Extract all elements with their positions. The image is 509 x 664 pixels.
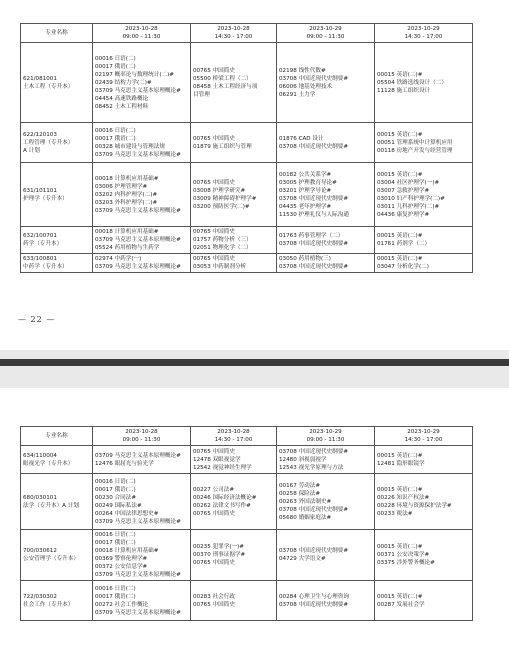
course-entry: 03006 护理管理学# (95, 183, 148, 190)
table-row (21, 254, 473, 273)
course-entry: 03709 马克思主义基本原理概论# (95, 452, 181, 459)
course-entry: 00015 英语(二)# (377, 71, 423, 78)
table-header-row (21, 427, 473, 446)
exam-cell (93, 254, 191, 273)
exam-cell (375, 43, 473, 123)
course-entry: 03708 中国近现代史纲要# (279, 506, 349, 513)
course-entry: 02198 线性代数# (279, 67, 326, 74)
course-entry: 05680 婚姻家庭法# (279, 514, 332, 521)
major-cell (21, 446, 93, 474)
exam-cell (93, 43, 191, 123)
exam-cell (277, 254, 375, 273)
course-entry: 00765 中国简史 (193, 510, 235, 517)
course-entry: 04454 高速铁路概论 (95, 95, 149, 102)
course-entry: 00264 中国法律思想史# (95, 510, 159, 517)
major-name: 眼视光学（专升本） (23, 460, 74, 467)
course-entry: 03709 马克思主义基本原理概论# (95, 207, 181, 214)
course-entry: 00015 英语(二)# (377, 171, 423, 178)
separator-bar (0, 359, 509, 366)
course-entry: 00328 城市建设与管理法规 (95, 143, 165, 150)
course-entry: 03202 内科护理学(二)# (95, 191, 158, 198)
exam-cell (191, 254, 277, 273)
course-entry: 03004 社区护理学(一)# (377, 179, 440, 186)
course-entry: 00765 中国简史 (193, 256, 235, 262)
course-entry: 11128 施工组织设计 (377, 87, 431, 94)
course-entry: 00016 日语(二) (95, 478, 136, 485)
course-entry: 04436 康复护理学# (377, 211, 430, 218)
major-cell (21, 43, 93, 123)
course-entry: 00017 俄语(二) (95, 63, 136, 70)
course-entry: 03007 急救护理学# (377, 187, 430, 194)
course-entry: 03709 马克思主义基本原理概论# (95, 518, 181, 525)
course-entry: 05500 桥梁工程（二） (193, 75, 252, 82)
exam-cell (375, 254, 473, 273)
course-entry: 00017 俄语(二) (95, 486, 136, 493)
major-cell (21, 123, 93, 163)
course-entry: 00015 英语(二)# (377, 544, 423, 550)
course-entry: 05504 铁路选线设计（二） (377, 79, 447, 86)
course-entry: 03709 马克思主义基本原理概论# (95, 572, 181, 578)
course-entry: 00015 英语(二)# (377, 486, 423, 493)
major-column-header: 专业名称 (21, 427, 93, 446)
course-entry: 00016 日语(二) (95, 532, 136, 538)
course-entry: 01761 药剂学（二） (377, 241, 431, 247)
course-entry: 12542 视觉神经生理学 (193, 464, 252, 471)
course-entry: 00015 英语(二)# (377, 131, 423, 138)
major-name: 中药学（专升本） (23, 264, 68, 270)
course-entry: 03050 药用植物(三) (279, 256, 331, 262)
exam-cell (277, 530, 375, 581)
exam-cell (277, 43, 375, 123)
course-entry: 03008 护理学研究# (193, 187, 246, 194)
course-entry: 00015 英语(二)# (377, 256, 423, 262)
major-name: 土木工程（专升本） (23, 83, 74, 90)
course-entry: 00018 计算机应用基础# (95, 548, 159, 554)
course-entry: 03047 分析化学(二) (377, 264, 429, 270)
table-row (21, 530, 473, 581)
course-entry: 03708 中国近现代史纲要# (279, 548, 349, 554)
major-name: 护理学（专升本） (23, 195, 68, 202)
course-entry: 03200 预防医学(二)# (193, 203, 250, 210)
course-entry: 00246 国际经济法概论# (193, 494, 257, 501)
exam-cell (93, 163, 191, 227)
exam-cell (277, 163, 375, 227)
course-entry: 03709 马克思主义基本原理概论# (95, 609, 181, 616)
major-column-header: 专业名称 (21, 24, 93, 43)
course-entry: 03708 中国近现代史纲要# (279, 448, 349, 455)
course-entry: 01757 药物分析（三） (193, 237, 252, 243)
course-entry: 00765 中国简史 (193, 229, 235, 235)
exam-cell (277, 474, 375, 530)
course-entry: 00287 发展社会学 (377, 601, 425, 608)
session-header: 2023-10-29 14:30 - 17:00 (375, 427, 473, 446)
exam-cell (191, 123, 277, 163)
exam-cell (375, 163, 473, 227)
table-row (21, 581, 473, 621)
course-entry: 03708 中国近现代史纲要# (279, 241, 349, 247)
exam-cell (191, 227, 277, 254)
course-entry: 00283 社会行政 (193, 593, 235, 600)
major-name: 法学（专升本）A 计划 (23, 502, 79, 509)
course-entry: 00284 心理卫生与心理咨询 (279, 593, 349, 600)
course-entry: 12480 斜视弱视学 (279, 456, 327, 463)
course-entry: 00263 外国法制史# (279, 498, 332, 505)
major-name: 公安管理学（专升本） (23, 556, 79, 562)
course-entry: 00016 日语(二) (95, 585, 136, 592)
course-entry: 06291 土力学 (279, 91, 316, 98)
major-cell (21, 530, 93, 581)
exam-cell (191, 581, 277, 621)
page-separator (0, 350, 509, 388)
course-entry: 03053 中药制剂分析 (193, 264, 247, 270)
course-entry: 00017 俄语(二) (95, 540, 136, 546)
course-entry: 00182 公共关系学# (279, 171, 332, 178)
exam-cell (375, 123, 473, 163)
course-entry: 00017 俄语(二) (95, 593, 136, 600)
exam-cell (93, 474, 191, 530)
table-row (21, 227, 473, 254)
course-entry: 00262 法律文书写作# (193, 502, 251, 509)
course-entry: 00765 中国简史 (193, 448, 235, 455)
exam-cell (191, 530, 277, 581)
session-header: 2023-10-29 14:30 - 17:00 (375, 24, 473, 43)
session-header: 2023-10-28 14:30 - 17:00 (191, 24, 277, 43)
exam-schedule-page-bottom (0, 388, 509, 664)
course-entry: 12481 隐形眼镜学 (377, 460, 425, 467)
course-entry: 03375 涉外警务概论# (377, 560, 435, 566)
exam-cell (191, 474, 277, 530)
table-row (21, 446, 473, 474)
exam-cell (191, 43, 277, 123)
course-entry: 03709 马克思主义基本原理概论# (95, 237, 181, 243)
course-entry: 00018 计算机应用基础# (95, 229, 159, 235)
major-name: 社会工作（专升本） (23, 601, 74, 608)
session-header: 2023-10-29 09:00 - 11:30 (277, 24, 375, 43)
course-entry: 02197 概率论与数理统计(二)# (95, 71, 174, 78)
major-cell (21, 163, 93, 227)
exam-cell (93, 446, 191, 474)
major-code: 634/110004 (23, 452, 57, 459)
course-entry: 12478 双眼视觉学 (193, 456, 241, 463)
course-entry: 03709 马克思主义基本原理概论# (95, 87, 181, 94)
exam-cell (375, 446, 473, 474)
course-entry: 00015 英语(二)# (377, 593, 423, 600)
table-body-bottom (21, 446, 473, 621)
course-entry: 01876 CAD 设计 (279, 135, 324, 142)
course-entry: 00018 计算机应用基础# (95, 175, 159, 182)
course-entry: 00258 保险法# (279, 490, 321, 497)
course-entry: 01763 药事管理学（二） (279, 233, 344, 239)
course-entry: 03203 外科护理学(二)# (95, 199, 158, 206)
exam-cell (93, 581, 191, 621)
major-cell (21, 227, 93, 254)
course-entry: 03005 护理教育导论# (279, 179, 337, 186)
course-entry: 00765 中国简史 (193, 179, 235, 186)
exam-cell (93, 227, 191, 254)
course-entry: 02439 结构力学(二)# (95, 79, 152, 86)
major-code: 680/030101 (23, 494, 57, 501)
course-entry: 08458 土木工程经济与项 (193, 83, 258, 90)
exam-cell (375, 581, 473, 621)
course-entry: 00233 税法# (377, 510, 413, 517)
major-name: 药学（专升本） (23, 241, 63, 247)
course-entry: 00016 日语(二) (95, 127, 136, 134)
exam-cell (277, 581, 375, 621)
major-cell (21, 254, 93, 273)
exam-cell (93, 530, 191, 581)
exam-cell (277, 227, 375, 254)
table-row (21, 163, 473, 227)
exam-cell (277, 446, 375, 474)
exam-cell (277, 123, 375, 163)
major-code: 632/100701 (23, 233, 57, 239)
course-entry: 00226 知识产权法# (377, 494, 430, 501)
course-entry: 00765 中国简史 (193, 560, 235, 566)
course-entry: 03708 中国近现代史纲要# (279, 264, 349, 270)
table-header-row (21, 24, 473, 43)
exam-cell (191, 163, 277, 227)
course-entry: 03010 妇产科护理学(二)# (377, 195, 445, 202)
course-entry: 03709 马克思主义基本原理概论# (95, 151, 181, 158)
course-entry: 00118 房地产开发与经营管理 (377, 147, 453, 154)
exam-cell (375, 474, 473, 530)
course-entry: 00227 公司法# (193, 486, 235, 493)
major-code: 622/120103 (23, 131, 57, 138)
course-entry: 04729 大学语文# (279, 556, 326, 562)
course-entry: 04435 老年护理学# (279, 203, 332, 210)
major-name: 工程管理（专升本） (23, 139, 74, 146)
course-entry: 03708 中国近现代史纲要# (279, 143, 349, 150)
exam-cell (93, 123, 191, 163)
course-entry: 00249 国际私法# (95, 502, 142, 509)
course-entry: 00369 警察伦理学# (95, 556, 148, 562)
course-entry: 03201 护理学导论# (279, 187, 332, 194)
table-row (21, 474, 473, 530)
course-entry: 08452 土木工程材料 (95, 103, 149, 110)
course-entry: 00765 中国简史 (193, 601, 235, 608)
course-entry: 05524 药用植物与生药学 (95, 245, 160, 251)
course-entry: 03708 中国近现代史纲要# (279, 601, 349, 608)
major-code: 631/101101 (23, 187, 57, 194)
exam-schedule-table-bottom (20, 426, 473, 621)
exam-cell (191, 446, 277, 474)
course-entry: 00235 犯罪学(一)# (193, 544, 244, 550)
course-entry: 00016 日语(二) (95, 55, 136, 62)
table-row (21, 43, 473, 123)
course-entry: 00765 中国简史 (193, 67, 235, 74)
course-entry: 00272 社会工作概论 (95, 601, 149, 608)
session-header: 2023-10-28 09:00 - 11:30 (93, 24, 191, 43)
course-entry: 00051 管理系统中计算机应用 (377, 139, 453, 146)
course-entry: 00017 俄语(二) (95, 135, 136, 142)
major-cell (21, 581, 93, 621)
course-entry: 目管理 (193, 91, 210, 98)
course-entry: 03009 精神障碍护理学# (193, 195, 257, 202)
course-entry: 00370 刑事证据学# (193, 552, 246, 558)
session-header: 2023-10-29 09:00 - 11:30 (277, 427, 375, 446)
course-entry: 03708 中国近现代史纲要# (279, 195, 349, 202)
major-extra: A 计划 (23, 147, 40, 154)
course-entry: 01879 施工组织与管理 (193, 143, 252, 150)
course-entry: 02051 物理化学（二） (193, 245, 252, 251)
session-header: 2023-10-28 09:00 - 11:30 (93, 427, 191, 446)
major-cell (21, 474, 93, 530)
course-entry: 00372 公安信息学# (95, 564, 148, 570)
course-entry: 03011 儿科护理学(二)# (377, 203, 440, 210)
course-entry: 02974 中药学(一) (95, 256, 142, 262)
exam-cell (375, 530, 473, 581)
course-entry: 00371 公安决策学# (377, 552, 430, 558)
exam-schedule-table-top (20, 23, 473, 273)
course-entry: 11530 护理礼仪与人际沟通 (279, 211, 349, 218)
course-entry: 00228 环境与资源保护法学# (377, 502, 452, 509)
table-row (21, 123, 473, 163)
major-code: 621/081001 (23, 75, 57, 82)
course-entry: 12476 眼屈光与验光学 (95, 460, 154, 467)
course-entry: 00765 中国简史 (193, 135, 235, 142)
exam-cell (375, 227, 473, 254)
course-entry: 03709 马克思主义基本原理概论# (95, 264, 181, 270)
course-entry: 00230 合同法# (95, 494, 137, 501)
course-entry: 12543 视光学原理与方法 (279, 464, 344, 471)
major-code: 722/030302 (23, 593, 57, 600)
major-code: 633/100801 (23, 256, 57, 262)
course-entry: 03708 中国近现代史纲要# (279, 75, 349, 82)
table-body-top (21, 43, 473, 273)
page-number: — 22 — (18, 315, 56, 324)
course-entry: 06006 地基处理技术 (279, 83, 333, 90)
course-entry: 00167 劳动法# (279, 482, 321, 489)
session-header: 2023-10-28 14:30 - 17:00 (191, 427, 277, 446)
course-entry: 00015 英语(二)# (377, 233, 423, 239)
major-code: 700/030612 (23, 548, 57, 554)
course-entry: 00015 英语(二)# (377, 452, 423, 459)
